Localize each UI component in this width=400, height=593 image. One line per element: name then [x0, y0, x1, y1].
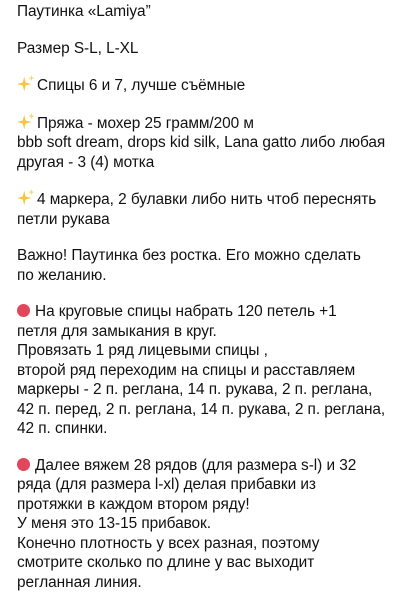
red-circle-icon: [17, 458, 30, 471]
step2-text-7: регланная линия.: [17, 573, 142, 591]
step2-text-1: Далее вяжем 28 рядов (для размера s-l) и 32: [35, 456, 357, 474]
important-paragraph: [17, 246, 388, 285]
title-paragraph: [17, 2, 388, 22]
needles-text: Спицы 6 и 7, лучше съёмные: [37, 77, 246, 94]
yarn-line-1: [17, 113, 388, 134]
important-text-1: Важно! Паутинка без ростка. Его можно сделать: [17, 247, 361, 264]
yarn-paragraph: [17, 113, 388, 173]
needles-line: [17, 75, 388, 96]
step1-text-6: 42 п. перед, 2 п. реглана, 14 п. рукава, 2 п. реглана,: [17, 400, 386, 418]
step1-text-7: 42 п. спинки.: [17, 420, 108, 437]
step1-text-2: петля для замыкания в круг.: [17, 322, 217, 340]
step1-text-3: Провязать 1 ряд лицевыми спицы ,: [17, 342, 268, 359]
step1-text-1: На круговые спицы набрать 120 петель +1: [35, 303, 337, 320]
step1-text-4: второй ряд переходим на спицы и расставляем: [17, 361, 356, 379]
step1-paragraph: [17, 302, 388, 439]
sparkle-icon: [17, 113, 35, 131]
size-text: Размер S-L, L-XL: [17, 39, 139, 57]
step2-text-4: У меня это 13-15 прибавок.: [17, 515, 211, 532]
important-text-2: по желанию.: [17, 266, 107, 284]
size-paragraph: [17, 39, 388, 59]
yarn-text-1: Пряжа - мохер 25 грамм/200 м: [37, 114, 254, 132]
step1-text-5: маркеры - 2 п. реглана, 14 п. рукава, 2 п. реглана,: [17, 381, 373, 398]
sparkle-icon: [17, 75, 35, 93]
yarn-text-3: другая - 3 (4) мотка: [17, 153, 155, 171]
sparkle-icon: [17, 189, 35, 207]
step2-text-2: ряда (для размера l-xl) делая прибавки из: [17, 476, 316, 493]
markers-text-2: петли рукава: [17, 210, 110, 228]
red-circle-icon: [17, 304, 30, 317]
step2-text-6: смотрите сколько по длине у вас выходит: [17, 554, 315, 571]
step1-line-1: [17, 302, 388, 322]
markers-paragraph: [17, 189, 388, 229]
markers-line-1: [17, 189, 388, 210]
yarn-text-2: bbb soft dream, drops kid silk, Lana gatto либо любая: [17, 134, 386, 151]
markers-text-1: 4 маркера, 2 булавки либо нить чтоб переснять: [37, 191, 377, 208]
step2-text-5: Конечно плотность у всех разная, поэтому: [17, 534, 320, 552]
step2-text-3: протяжки в каждом втором ряду!: [17, 495, 250, 513]
needles-paragraph: [17, 75, 388, 96]
pattern-title: Паутинка «Lamiya”: [17, 3, 151, 20]
step2-line-1: [17, 456, 388, 476]
step2-paragraph: [17, 456, 388, 593]
